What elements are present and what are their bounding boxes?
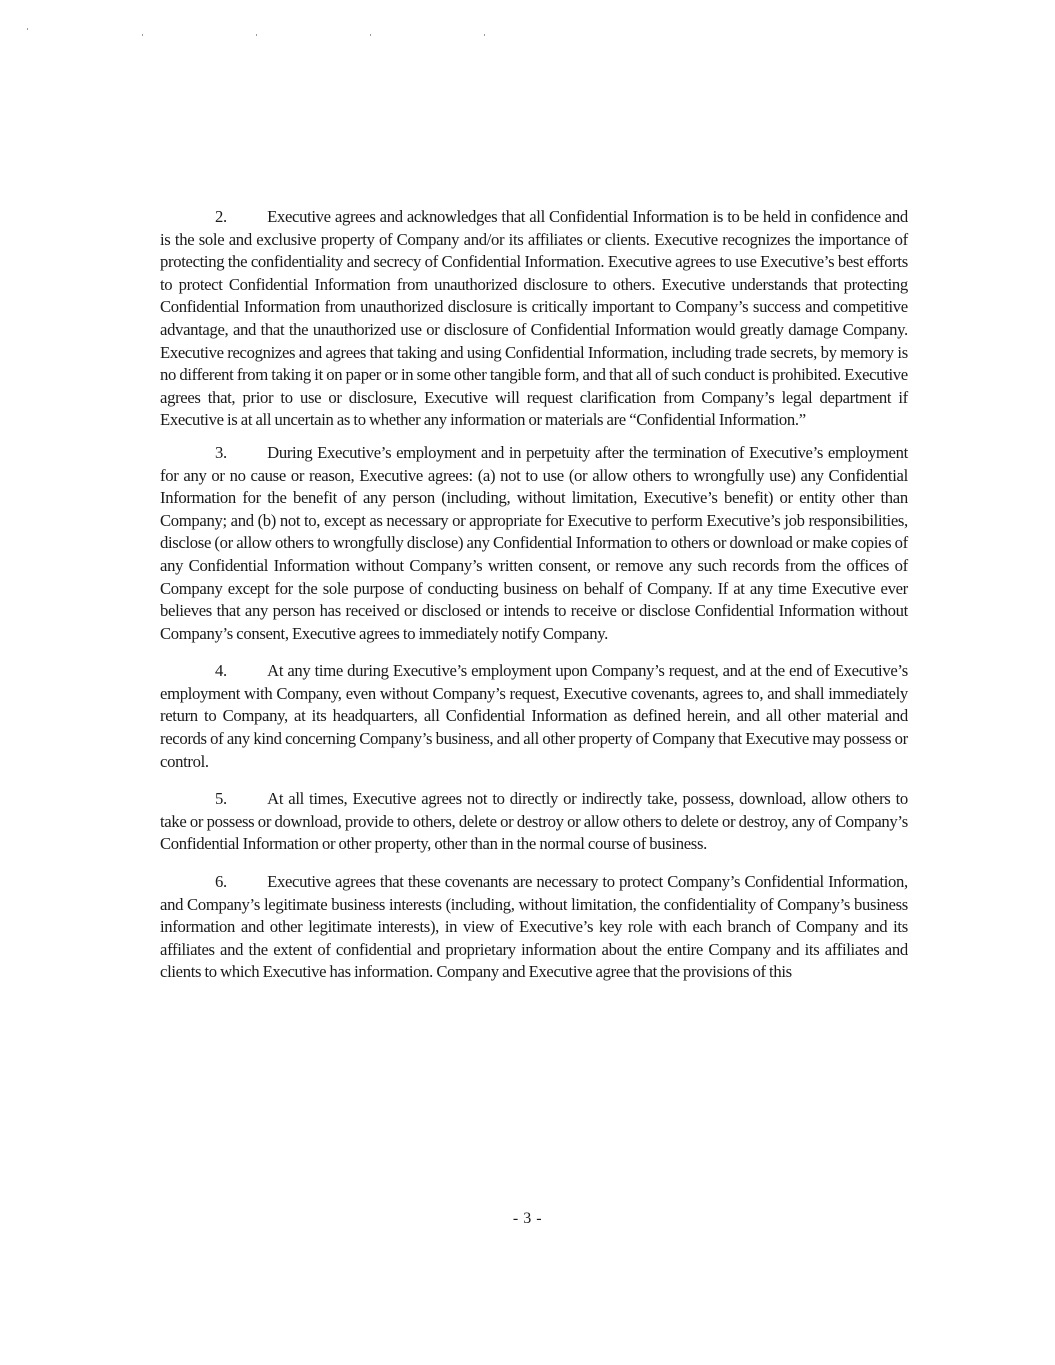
page-number: - 3 - — [512, 1210, 543, 1227]
paragraph-number: 4. — [215, 661, 227, 681]
paragraph-number: 5. — [215, 789, 227, 809]
paragraph-6 — [160, 871, 908, 984]
scan-speck — [484, 34, 485, 36]
paragraph-2 — [160, 206, 908, 432]
scan-speck — [256, 34, 257, 36]
paragraph-text: At any time during Executive’s employment upon Company’s request, and at the end of Executive’s employment with Company, even without Company’s request, Executive covenants, agrees to, and shall immediately return to Company, at its headquarters, all Confidential Information as defined herein, and all other material and records of any kind concerning Company’s business, and all other property of Company that Executive may possess or control. — [160, 661, 908, 771]
paragraph-text: Executive agrees that these covenants are necessary to protect Company’s Confidential Information, and Company’s legitimate business interests (including, without limitation, the confidentiality of Company’s business information and other legitimate interests), in view of Executive’s key role with each branch of Company and its affiliates and the extent of confidential and proprietary information about the entire Company and its affiliates and clients to which Executive has information. Company and Executive agree that the provisions of this — [160, 872, 908, 982]
paragraph-text: During Executive’s employment and in perpetuity after the termination of Executive’s employment for any or no cause or reason, Executive agrees: (a) not to use (or allow others to wrongfully use) any Confidential Information for the benefit of any person (including, without limitation, Executive’s benefit) or entity other than Company; and (b) not to, except as necessary or appropriate for Executive to perform Executive’s job responsibilities, disclose (or allow others to wrongfully disclose) any Confidential Information to others or download or make copies of any Confidential Information without Company’s written consent, or remove any such records from the offices of Company except for the sole purpose of conducting business on behalf of Company. If at any time Executive ever believes that any person has received or disclosed or intends to receive or disclose Confidential Information without Company’s consent, Executive agrees to immediately notify Company. — [160, 442, 908, 643]
scan-speck — [142, 34, 143, 36]
document-body — [160, 206, 908, 984]
paragraph-number: 2. — [215, 207, 227, 226]
scan-speck — [370, 34, 371, 36]
paragraph-number: 6. — [215, 872, 227, 892]
paragraph-number: 3. — [215, 442, 227, 462]
paragraph-5 — [160, 788, 908, 856]
paragraph-text: At all times, Executive agrees not to directly or indirectly take, possess, download, allow others to take or possess or download, provide to others, delete or destroy or allow others to delete or destroy, any of Company’s Confidential Information or other property, other than in the normal course of business. — [160, 789, 908, 854]
paragraph-4 — [160, 660, 908, 773]
scan-speck — [27, 28, 28, 30]
paragraph-3 — [160, 442, 908, 645]
paragraph-text: Executive agrees and acknowledges that all Confidential Information is to be held in confidence and is the sole and exclusive property of Company and/or its affiliates or clients. Executive recognizes the importance of protecting the confidentiality and secrecy of Confidential Information. Executive agrees to use Executive’s best efforts to protect Confidential Information from unauthorized disclosure to others. Executive understands that protecting Confidential Information from unauthorized disclosure is critically important to Company’s success and competitive advantage, and that the unauthorized use or disclosure of Confidential Information would greatly damage Company. Executive recognizes and agrees that taking and using Confidential Information, including trade secrets, by memory is no different from taking it on paper or in some other tangible form, and that all of such conduct is prohibited. Executive agrees that, prior to use or disclosure, Executive will request clarification from Company’s legal department if Executive is at all uncertain as to whether any information or materials are “Confidential Information.” — [160, 207, 908, 430]
